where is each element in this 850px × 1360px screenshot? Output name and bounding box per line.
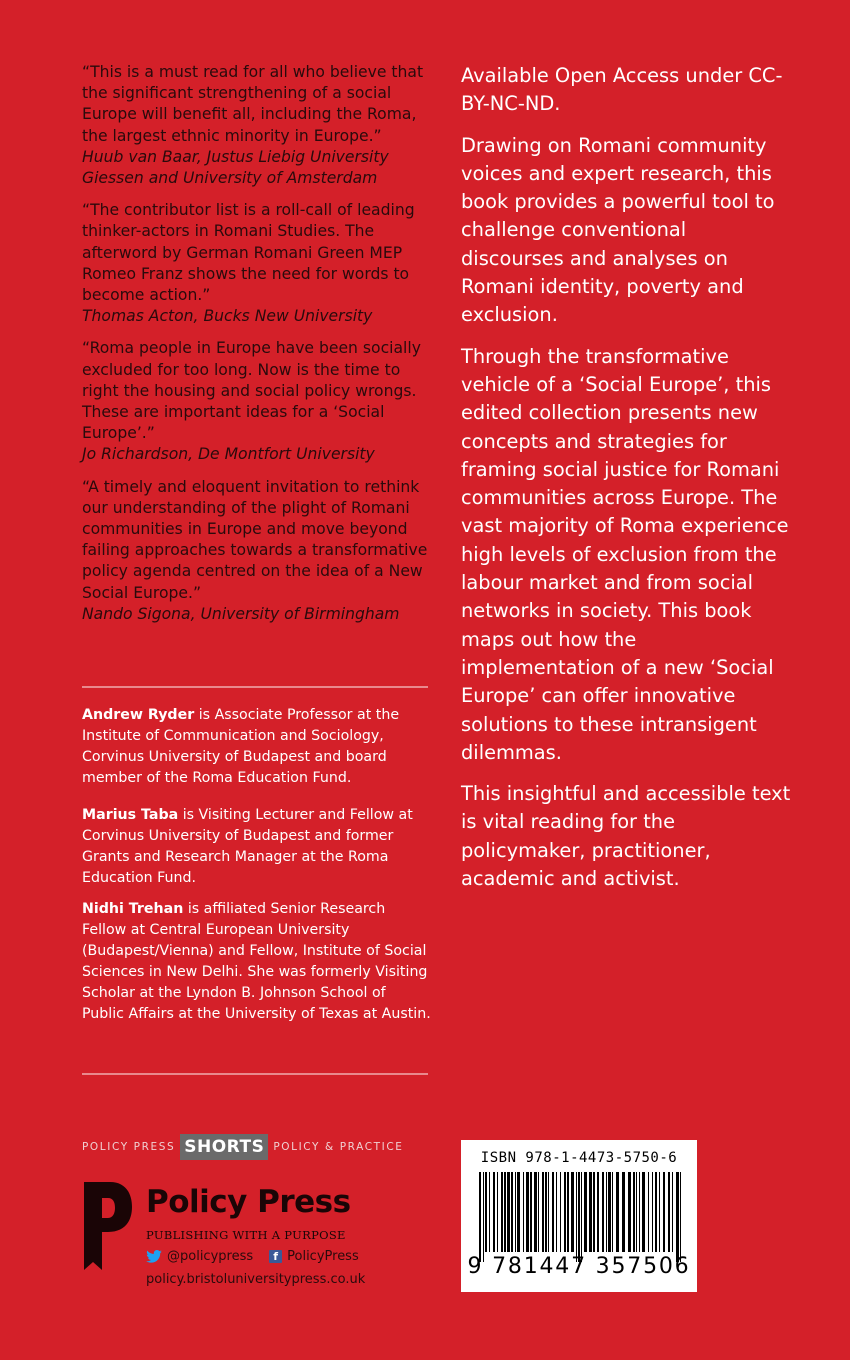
divider xyxy=(82,1073,428,1075)
description-paragraph: This insightful and accessible text is vital reading for the policymaker, practitioner, academic and activist. xyxy=(461,782,791,891)
author-bio-text: is Associate Professor at the Institute of Communication and Sociology, Corvinus University of Budapest and board member of the Roma Education Fund. xyxy=(82,707,400,786)
twitter-handle[interactable]: @policypress xyxy=(167,1249,254,1264)
author-bios xyxy=(82,705,432,1041)
quote-text: “Roma people in Europe have been socially excluded for too long. Now is the time to right the housing and social policy wrongs. These are important ideas for a ‘Social Europe’.” xyxy=(82,339,421,443)
quote-text: “The contributor list is a roll-call of leading thinker-actors in Romani Studies. The afterword by German Romani Green MEP Romeo Franz shows the need for words to become action.” xyxy=(82,201,415,305)
endorsement-quote xyxy=(82,338,432,465)
author-bio xyxy=(82,899,432,1025)
quote-attribution: Huub van Baar, Justus Liebig University Giessen and University of Amsterdam xyxy=(82,147,389,188)
publisher-tagline: PUBLISHING WITH A PURPOSE xyxy=(146,1228,346,1242)
endorsement-quote xyxy=(82,477,432,625)
publisher-website[interactable]: policy.bristoluniversitypress.co.uk xyxy=(146,1272,366,1287)
policy-press-logo-icon xyxy=(82,1180,134,1272)
author-bio xyxy=(82,805,432,889)
quote-attribution: Thomas Acton, Bucks New University xyxy=(82,307,373,326)
facebook-handle[interactable]: PolicyPress xyxy=(287,1249,359,1264)
book-description xyxy=(461,62,791,906)
publisher-name: Policy Press xyxy=(146,1184,351,1220)
author-bio-text: is Visiting Lecturer and Fellow at Corvinus University of Budapest and former Grants and Research Manager at the Roma Education Fund. xyxy=(82,807,413,886)
ean-digits: 9 781447 357506 xyxy=(467,1254,691,1279)
description-paragraph: Available Open Access under CC-BY-NC-ND. xyxy=(461,64,783,116)
quote-attribution: Nando Sigona, University of Birmingham xyxy=(82,604,400,623)
author-name: Nidhi Trehan xyxy=(82,901,184,917)
author-bio xyxy=(82,705,432,789)
series-line xyxy=(82,1133,404,1161)
author-name: Marius Taba xyxy=(82,807,179,823)
endorsement-quote xyxy=(82,62,432,189)
isbn-barcode xyxy=(461,1140,697,1292)
shorts-badge: SHORTS xyxy=(180,1134,268,1160)
isbn-text: ISBN 978-1-4473-5750-6 xyxy=(480,1150,678,1166)
description-paragraph: Through the transformative vehicle of a ‘Social Europe’, this edited collection presents new concepts and strategies for framing social justice for Romani communities across Europe. The vast majority of Roma experience high levels of exclusion from the labour market and from social networks in society. This book maps out how the implementation of a new ‘Social Europe’ can offer innovative solutions to these intransigent dilemmas. xyxy=(461,344,789,764)
endorsement-quote xyxy=(82,200,432,327)
quote-text: “A timely and eloquent invitation to rethink our understanding of the plight of Romani communities in Europe and move beyond failing approaches towards a transformative policy agenda centred on the idea of a New Social Europe.” xyxy=(82,477,428,602)
series-right: POLICY & PRACTICE xyxy=(273,1141,404,1153)
endorsements xyxy=(82,62,432,636)
divider xyxy=(82,686,428,688)
author-name: Andrew Ryder xyxy=(82,707,195,723)
description-paragraph: Drawing on Romani community voices and expert research, this book provides a powerful tool to challenge conventional discourses and analyses on Romani identity, poverty and exclusion. xyxy=(461,133,775,327)
quote-attribution: Jo Richardson, De Montfort University xyxy=(82,445,375,464)
facebook-icon: f xyxy=(269,1250,282,1263)
twitter-icon xyxy=(146,1250,162,1263)
social-links xyxy=(146,1249,359,1264)
quote-text: “This is a must read for all who believe that the significant strengthening of a social Europe will benefit all, including the Roma, the largest ethnic minority in Europe.” xyxy=(82,63,424,145)
series-left: POLICY PRESS xyxy=(82,1141,176,1153)
author-bio-text: is affiliated Senior Research Fellow at Central European University (Budapest/Vienna) and Fellow, Institute of Social Sciences in New Delhi. She was formerly Visiting Scholar at the Lyndon B. Johnson School of Public Affairs at the University of Texas at Austin. xyxy=(82,901,431,1022)
